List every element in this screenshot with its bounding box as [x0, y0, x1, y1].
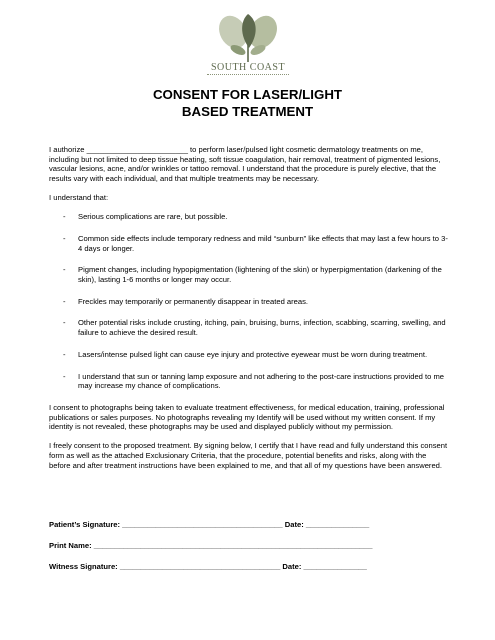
- list-item: - I understand that sun or tanning lamp exposure and not adhering to the post-care instructions provided to me may increase my chance of complications.: [63, 371, 444, 391]
- understand-intro: I understand that:: [49, 192, 109, 202]
- witness-signature-line[interactable]: Witness Signature: ______________________________________ Date: _______________: [49, 562, 367, 571]
- title-line-1: CONSENT FOR LASER/LIGHT: [152, 87, 343, 102]
- brand-tagline-line: [207, 74, 289, 77]
- print-name-line[interactable]: Print Name: __________________________________________________________________: [49, 541, 373, 550]
- list-item: - Serious complications are rare, but possible.: [63, 212, 228, 222]
- list-item: - Other potential risks include crusting, itching, pain, bruising, burns, infection, scabbing, scarring, swelling, and failure to achieve the desired result.: [63, 318, 446, 338]
- title-line-2: BASED TREATMENT: [181, 104, 314, 119]
- consent-body: [49, 145, 449, 480]
- list-item: - Common side effects include temporary redness and mild “sunburn” like effects that may last a few hours to 3-4 days or longer.: [63, 233, 448, 253]
- brand-name: SOUTH COAST: [210, 62, 286, 73]
- risk-list: [49, 212, 449, 391]
- authorize-paragraph: I authorize ________________________ to perform laser/pulsed light cosmetic dermatology treatments on me, including but not limited to deep tissue heating, soft tissue coagulation, hair removal, treatment of pigmented lesions, vascular lesions, acne, and/or wrinkles or tattoo removal. I understand that the procedure is purely elective, that the results vary with each individual, and that multiple treatments may be necessary.: [49, 145, 441, 183]
- list-item: - Pigment changes, including hypopigmentation (lightening of the skin) or hyperpigmentation (darkening of the skin), lasting 1-6 months or longer may occur.: [63, 265, 442, 284]
- list-item: - Lasers/intense pulsed light can cause eye injury and protective eyewear must be worn during treatment.: [63, 349, 428, 359]
- consent-paragraph: I freely consent to the proposed treatment. By signing below, I certify that I have read and fully understand this consent form as well as the attached Exclusionary Criteria, that the procedure, potential benefits and risks, along with the before and after treatment instructions have been explained to me, and that all of my questions have been answered.: [49, 441, 448, 470]
- patient-signature-line[interactable]: Patient’s Signature: ______________________________________ Date: _______________: [49, 520, 370, 529]
- document-title: [0, 86, 495, 120]
- photographs-paragraph: I consent to photographs being taken to evaluate treatment effectiveness, for medical education, training, professional publications or sales purposes. No photographs revealing my Identify will be used without my written consent. If my identity is not revealed, these photographs may be used and displayed publicly without my permission.: [49, 403, 445, 432]
- list-item: - Freckles may temporarily or permanently disappear in treated areas.: [63, 296, 309, 306]
